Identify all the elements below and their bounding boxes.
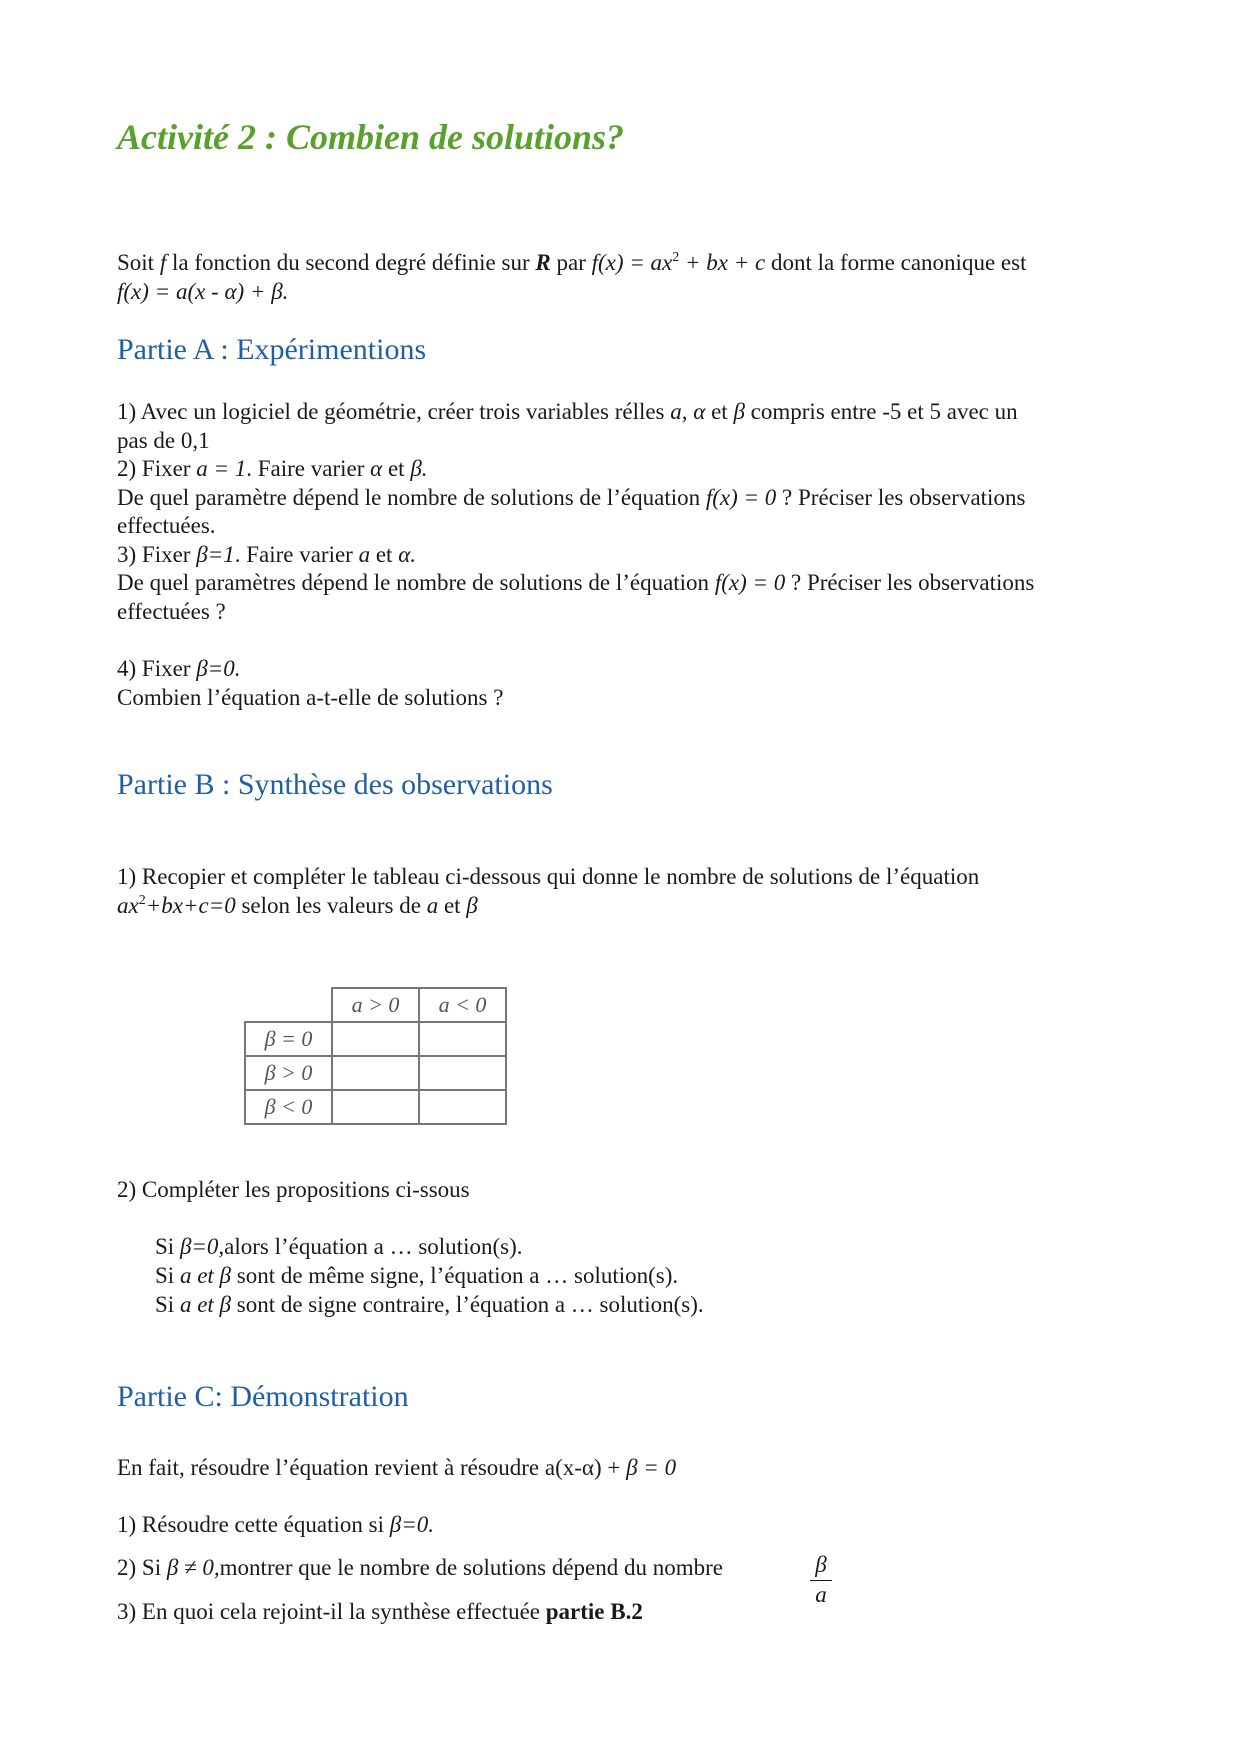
text: ? Préciser les observations [776,485,1026,510]
text: et [705,399,734,424]
partC-intro [117,1453,676,1482]
text: . Faire varier [234,542,359,567]
table-row [245,1056,506,1090]
table-row-header: β > 0 [245,1056,332,1090]
var: β=0. [196,656,241,681]
text: ? Préciser les observations [785,570,1035,595]
table-row-header: β < 0 [245,1090,332,1124]
partA-q3-line-1 [117,540,416,569]
text: et [382,456,411,481]
table-corner [245,988,332,1022]
page-title: Activité 2 : Combien de solutions? [117,117,625,157]
partA-q4-line-2: Combien l’équation a-t-elle de solutions ? [117,685,504,710]
intro-line-1 [117,248,1026,277]
intro-rest: + bx + c [679,250,766,275]
text: 3) En quoi cela rejoint-il la synthèse effectuée [117,1599,546,1624]
partA-q3-line-3: effectuées ? [117,599,226,624]
text: Si [155,1263,180,1288]
partB-q1-line-2 [117,891,478,920]
var: β [466,893,478,918]
text: sont de même signe, l’équation a … solution(s). [231,1263,679,1288]
table-col-header: a > 0 [332,988,419,1022]
var: β=0. [389,1512,434,1537]
text: montrer que le nombre de solutions dépend du nombre [219,1555,723,1580]
var: β [733,399,745,424]
var: β ≠ 0, [166,1555,220,1580]
partB-proposition-1 [155,1232,522,1261]
var: f(x) = 0 [714,570,786,595]
partA-q3-line-2 [117,568,1034,597]
var: a, α [670,399,706,424]
text: 2) Fixer [117,456,197,481]
intro-text: par [550,250,592,275]
solutions-table [244,987,507,1125]
table-cell [419,1090,506,1124]
table-row-header: β = 0 [245,1022,332,1056]
eq: ax [117,893,139,918]
var: a [358,542,371,567]
table-cell [419,1056,506,1090]
text: 2) Si [117,1555,167,1580]
var: f(x) = 0 [705,485,777,510]
intro-text: dont la forme canonique est [765,250,1027,275]
text: 3) Fixer [117,542,197,567]
partB-q1-line-1: 1) Recopier et compléter le tableau ci-dessous qui donne le nombre de solutions de l’équation [117,864,980,889]
text: En fait, résoudre l’équation revient à résoudre a(x-α) + [117,1455,627,1480]
table-header-row [245,988,506,1022]
section-heading-c: Partie C: Démonstration [117,1380,409,1413]
text: alors l’équation a … solution(s). [224,1234,523,1259]
var: a = 1 [196,456,247,481]
table-cell [332,1022,419,1056]
table-cell [419,1022,506,1056]
beta-over-a-fraction [810,1551,832,1609]
text: sont de signe contraire, l’équation a … solution(s). [231,1292,704,1317]
var: a et β [179,1263,231,1288]
intro-line-2: f(x) = a(x - α) + β. [117,279,289,304]
fraction-numerator: β [810,1551,832,1581]
table-row [245,1022,506,1056]
table-row [245,1090,506,1124]
text: De quel paramètres dépend le nombre de solutions de l’équation [117,570,715,595]
partA-q1-line-2: pas de 0,1 [117,428,210,453]
table-col-header: a < 0 [419,988,506,1022]
var: a [426,893,439,918]
intro-fx: f(x) = ax [591,250,673,275]
intro-text: la fonction du second degré définie sur [166,250,536,275]
text: et [438,893,467,918]
text: selon les valeurs de [235,893,427,918]
intro-R: R [535,250,551,275]
text: Si [155,1292,180,1317]
text: . Faire varier [246,456,371,481]
intro-sup: 2 [672,250,680,265]
var: β=0, [179,1234,225,1259]
section-heading-b: Partie B : Synthèse des observations [117,768,553,801]
text: compris entre -5 et 5 avec un [744,399,1018,424]
var: β=1 [196,542,235,567]
text: Si [155,1234,180,1259]
intro-text: Soit [117,250,160,275]
partA-q2-line-2 [117,483,1025,512]
text: 1) Avec un logiciel de géométrie, créer trois variables rélles [117,399,671,424]
eq-sup: 2 [138,893,146,908]
partC-q1 [117,1510,434,1539]
partA-q2-line-1 [117,454,428,483]
eq: +bx+c=0 [145,893,236,918]
partB-proposition-2 [155,1261,678,1290]
partA-q4-line-1 [117,654,240,683]
section-heading-a: Partie A : Expérimentions [117,333,427,366]
var: a et β [179,1292,231,1317]
intro-f: f [159,250,167,275]
var: β = 0 [626,1455,677,1480]
bold-ref: partie B.2 [545,1599,643,1624]
text: 1) Résoudre cette équation si [117,1512,390,1537]
partA-q2-line-3: effectuées. [117,513,216,538]
partB-proposition-3 [155,1290,704,1319]
partC-q2 [117,1553,723,1582]
fraction-denominator: a [815,1582,827,1607]
partB-q2: 2) Compléter les propositions ci-ssous [117,1177,470,1202]
var: β. [410,456,428,481]
table-cell [332,1090,419,1124]
table-cell [332,1056,419,1090]
text: De quel paramètre dépend le nombre de solutions de l’équation [117,485,706,510]
text: et [370,542,399,567]
var: α. [398,542,417,567]
var: α [370,456,383,481]
partA-q1-line-1 [117,397,1018,426]
text: 4) Fixer [117,656,197,681]
partC-q3 [117,1597,643,1626]
